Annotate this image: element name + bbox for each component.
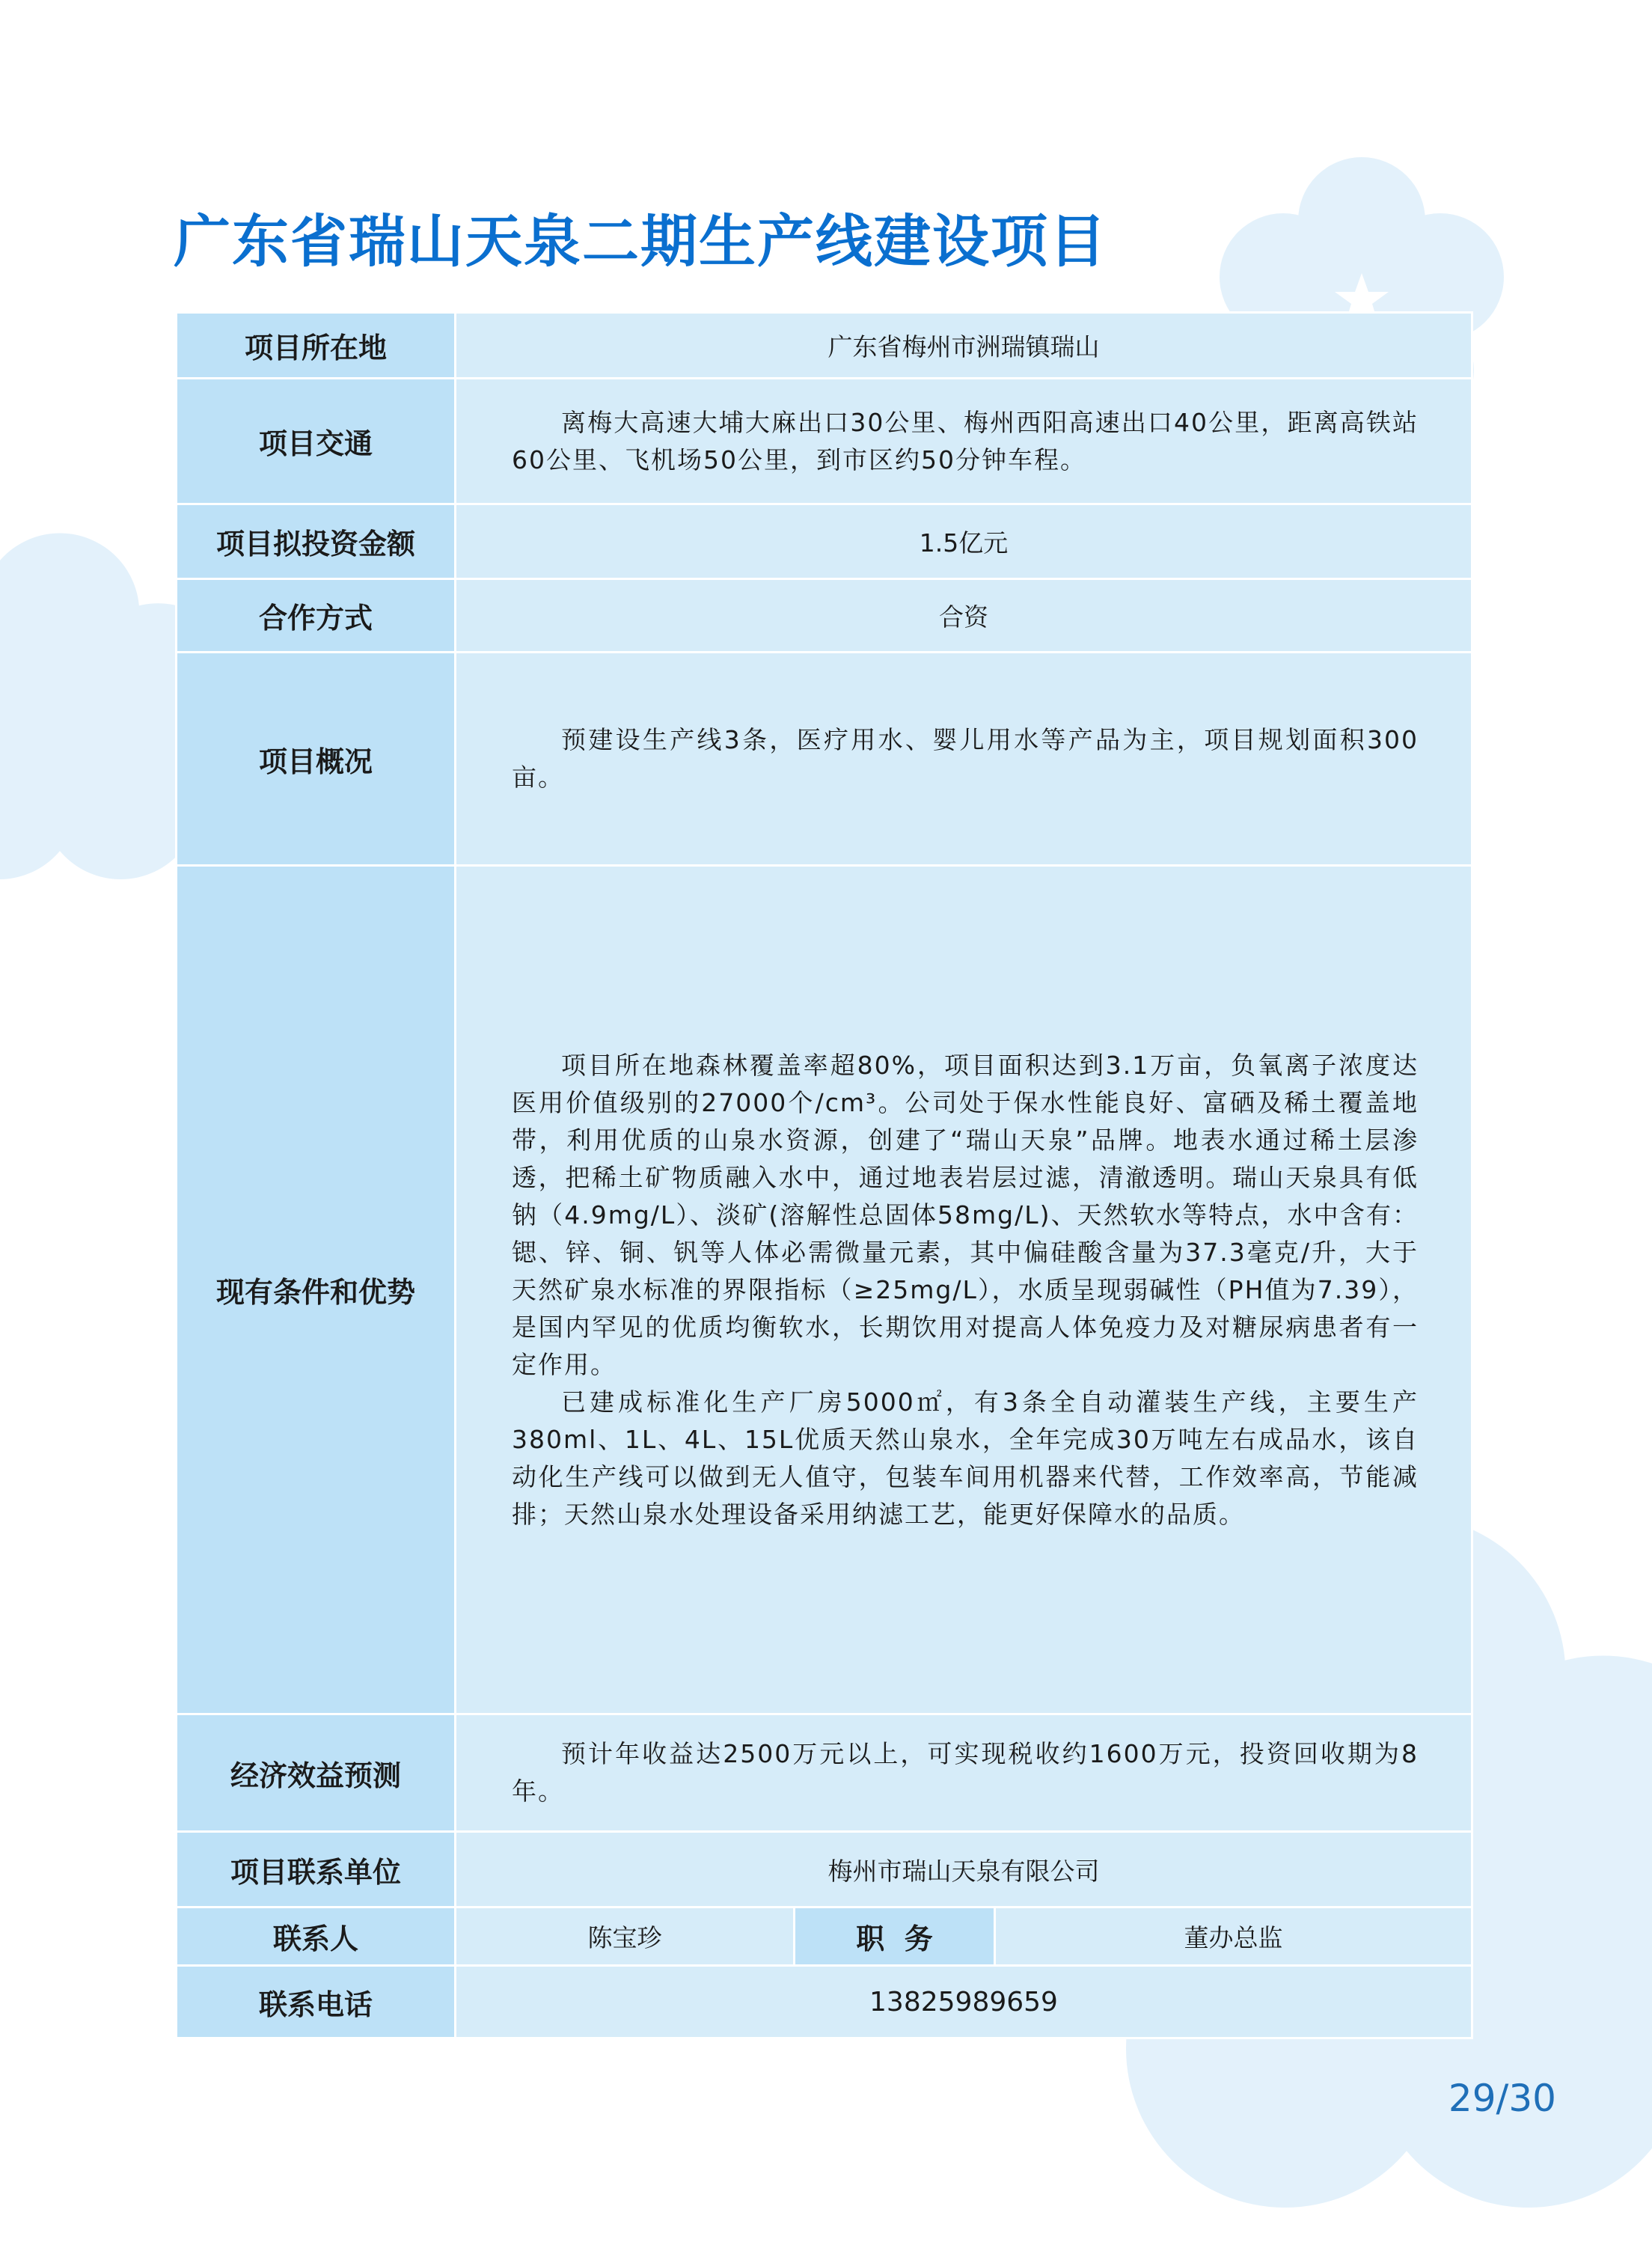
table-row: [177, 504, 1472, 579]
conditions-cell: [456, 866, 1472, 1714]
table-row: [177, 653, 1472, 866]
table-row: [177, 579, 1472, 653]
transport-value: 离梅大高速大埔大麻出口30公里、梅州西阳高速出口40公里，距离高铁站60公里、飞机场50公里，到市区约50分钟车程。: [512, 407, 1419, 474]
conditions-paragraph-2: 已建成标准化生产厂房5000㎡，有3条全自动灌装生产线，主要生产380ml、1L、4L、15L优质天然山泉水，全年完成30万吨左右成品水，该自动化生产线可以做到无人值守，包装车间用机器来代替，工作效率高，节能减排；天然山泉水处理设备采用纳滤工艺，能更好保障水的品质。: [512, 1387, 1419, 1529]
location-value: 广东省梅州市洲瑞镇瑞山: [456, 313, 1472, 379]
benefit-cell: [456, 1714, 1472, 1832]
unit-label: 项目联系单位: [177, 1832, 456, 1908]
phone-label: 联系电话: [177, 1966, 456, 2038]
phone-value: 13825989659: [456, 1966, 1472, 2038]
location-label: 项目所在地: [177, 313, 456, 379]
investment-label: 项目拟投资金额: [177, 504, 456, 579]
investment-value: 1.5亿元: [456, 504, 1472, 579]
page-title: 广东省瑞山天泉二期生产线建设项目: [174, 208, 1107, 275]
conditions-paragraph-1: 项目所在地森林覆盖率超80%，项目面积达到3.1万亩，负氧离子浓度达医用价值级别的27000个/cm³。公司处于保水性能良好、富硒及稀土覆盖地带，利用优质的山泉水资源，创建了“瑞山天泉”品牌。地表水通过稀土层渗透，把稀土矿物质融入水中，通过地表岩层过滤，清澈透明。瑞山天泉具有低钠（4.9mg/L）、淡矿(溶解性总固体58mg/L)、天然软水等特点，水中含有：锶、锌、铜、钒等人体必需微量元素，其中偏硅酸含量为37.3毫克/升，大于天然矿泉水标准的界限指标（≥25mg/L），水质呈现弱碱性（PH值为7.39），是国内罕见的优质均衡软水，长期饮用对提高人体免疫力及对糖尿病患者有一定作用。: [512, 1050, 1419, 1379]
cooperation-value: 合资: [456, 579, 1472, 653]
transport-label: 项目交通: [177, 379, 456, 504]
position-label: 职 务: [795, 1908, 995, 1966]
transport-cell: [456, 379, 1472, 504]
table-row: [177, 1966, 1472, 2038]
table-row: [177, 1832, 1472, 1908]
overview-cell: [456, 653, 1472, 866]
contact-label: 联系人: [177, 1908, 456, 1966]
page-number: 29/30: [1448, 2077, 1556, 2120]
overview-value: 预建设生产线3条，医疗用水、婴儿用水等产品为主，项目规划面积300亩。: [512, 725, 1419, 792]
cooperation-label: 合作方式: [177, 579, 456, 653]
overview-label: 项目概况: [177, 653, 456, 866]
conditions-label: 现有条件和优势: [177, 866, 456, 1714]
table-row: [177, 1908, 1472, 1966]
table-row: [177, 379, 1472, 504]
unit-value: 梅州市瑞山天泉有限公司: [456, 1832, 1472, 1908]
benefit-value: 预计年收益达2500万元以上，可实现税收约1600万元，投资回收期为8年。: [512, 1739, 1419, 1806]
benefit-label: 经济效益预测: [177, 1714, 456, 1832]
table-row: [177, 313, 1472, 379]
table-row: [177, 1714, 1472, 1832]
project-info-table: [175, 311, 1473, 2039]
position-value: 董办总监: [995, 1908, 1472, 1966]
contact-value: 陈宝珍: [456, 1908, 795, 1966]
table-row: [177, 866, 1472, 1714]
